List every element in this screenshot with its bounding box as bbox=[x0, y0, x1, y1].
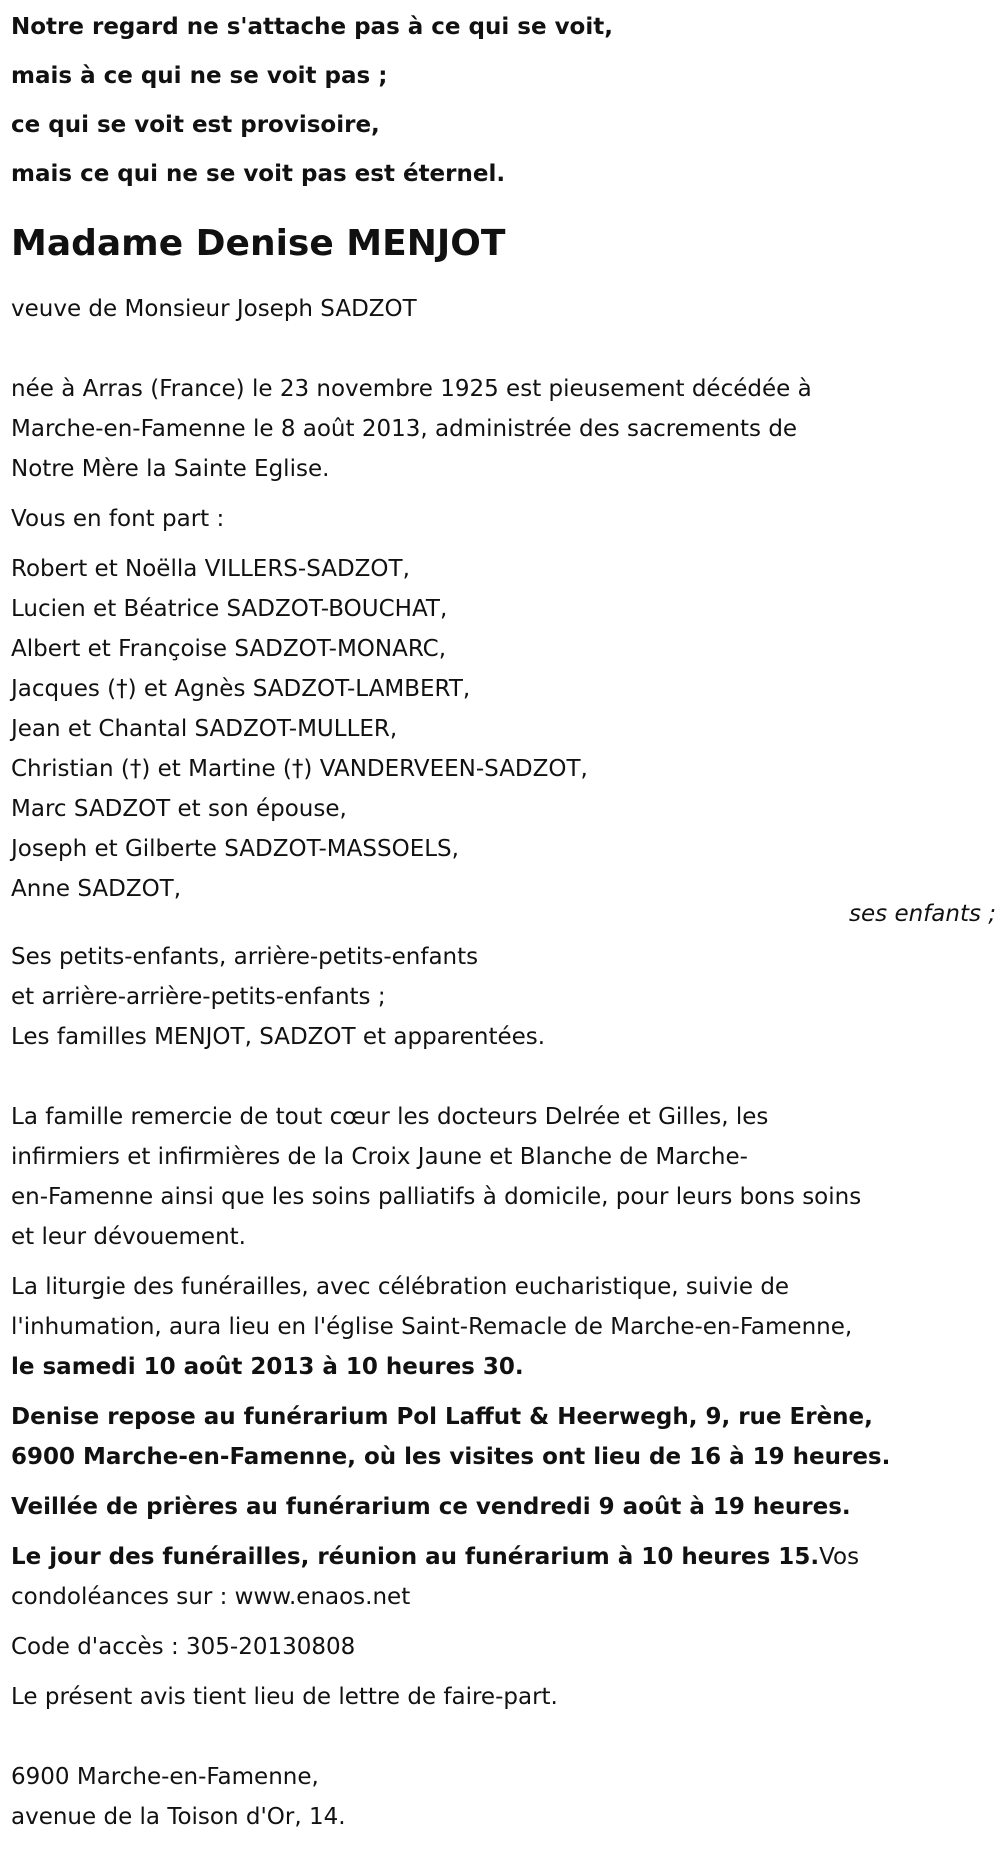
scripture-quote bbox=[11, 7, 996, 203]
text-line: en-Famenne ainsi que les soins palliatifs à domicile, pour leurs bons soins bbox=[11, 1184, 862, 1210]
condolences-line: condoléances sur : www.enaos.net bbox=[11, 1584, 411, 1610]
address-line: 6900 Marche-en-Famenne, bbox=[11, 1764, 319, 1790]
deceased-name: Madame Denise MENJOT bbox=[11, 223, 506, 264]
meeting-rest: Vos bbox=[819, 1544, 860, 1570]
widow-of: veuve de Monsieur Joseph SADZOT bbox=[11, 296, 417, 322]
meeting-paragraph bbox=[11, 1537, 996, 1617]
address-line: avenue de la Toison d'Or, 14. bbox=[11, 1804, 346, 1830]
list-item: Joseph et Gilberte SADZOT-MASSOELS, bbox=[11, 836, 459, 862]
liturgy-date: le samedi 10 août 2013 à 10 heures 30. bbox=[11, 1354, 524, 1380]
meeting-text: Le jour des funérailles, réunion au funérarium à 10 heures 15. bbox=[11, 1544, 820, 1570]
quote-line: ce qui se voit est provisoire, bbox=[11, 112, 380, 138]
text-line: l'inhumation, aura lieu en l'église Saint-Remacle de Marche-en-Famenne, bbox=[11, 1314, 853, 1340]
quote-line: Notre regard ne s'attache pas à ce qui se voit, bbox=[11, 14, 613, 40]
children-label: ses enfants ; bbox=[849, 901, 996, 927]
list-item: Lucien et Béatrice SADZOT-BOUCHAT, bbox=[11, 596, 448, 622]
announce-line: Vous en font part : bbox=[11, 506, 225, 532]
notice-line: Le présent avis tient lieu de lettre de faire-part. bbox=[11, 1684, 558, 1710]
list-item: Christian (†) et Martine (†) VANDERVEEN-SADZOT, bbox=[11, 756, 588, 782]
text-line: La liturgie des funérailles, avec célébration eucharistique, suivie de bbox=[11, 1274, 790, 1300]
vigil-line: Veillée de prières au funérarium ce vendredi 9 août à 19 heures. bbox=[11, 1494, 851, 1520]
text-line: 6900 Marche-en-Famenne, où les visites ont lieu de 16 à 19 heures. bbox=[11, 1444, 891, 1470]
text-line: Denise repose au funérarium Pol Laffut & Heerwegh, 9, rue Erène, bbox=[11, 1404, 873, 1430]
text-line: Marche-en-Famenne le 8 août 2013, administrée des sacrements de bbox=[11, 416, 798, 442]
list-item: Jean et Chantal SADZOT-MULLER, bbox=[11, 716, 398, 742]
text-line: et arrière-arrière-petits-enfants ; bbox=[11, 984, 386, 1010]
text-line: Ses petits-enfants, arrière-petits-enfants bbox=[11, 944, 479, 970]
thanks-paragraph bbox=[11, 1097, 996, 1257]
text-line: infirmiers et infirmières de la Croix Jaune et Blanche de Marche- bbox=[11, 1144, 748, 1170]
family-paragraph bbox=[11, 937, 996, 1057]
text-line: née à Arras (France) le 23 novembre 1925 est pieusement décédée à bbox=[11, 376, 812, 402]
quote-line: mais à ce qui ne se voit pas ; bbox=[11, 63, 388, 89]
liturgy-paragraph bbox=[11, 1267, 996, 1387]
access-code: Code d'accès : 305-20130808 bbox=[11, 1634, 356, 1660]
address-block bbox=[11, 1757, 996, 1837]
list-item: Robert et Noëlla VILLERS-SADZOT, bbox=[11, 556, 410, 582]
text-line: La famille remercie de tout cœur les docteurs Delrée et Gilles, les bbox=[11, 1104, 769, 1130]
text-line: Les familles MENJOT, SADZOT et apparentées. bbox=[11, 1024, 546, 1050]
text-line: et leur dévouement. bbox=[11, 1224, 246, 1250]
obituary-notice bbox=[11, 7, 996, 1837]
text-line: Notre Mère la Sainte Eglise. bbox=[11, 456, 330, 482]
list-item: Anne SADZOT, bbox=[11, 876, 182, 902]
quote-line: mais ce qui ne se voit pas est éternel. bbox=[11, 161, 506, 187]
birth-death-paragraph bbox=[11, 369, 996, 489]
list-item: Albert et Françoise SADZOT-MONARC, bbox=[11, 636, 447, 662]
list-item: Jacques (†) et Agnès SADZOT-LAMBERT, bbox=[11, 676, 471, 702]
repose-paragraph bbox=[11, 1397, 996, 1477]
children-list bbox=[11, 549, 996, 909]
list-item: Marc SADZOT et son épouse, bbox=[11, 796, 347, 822]
